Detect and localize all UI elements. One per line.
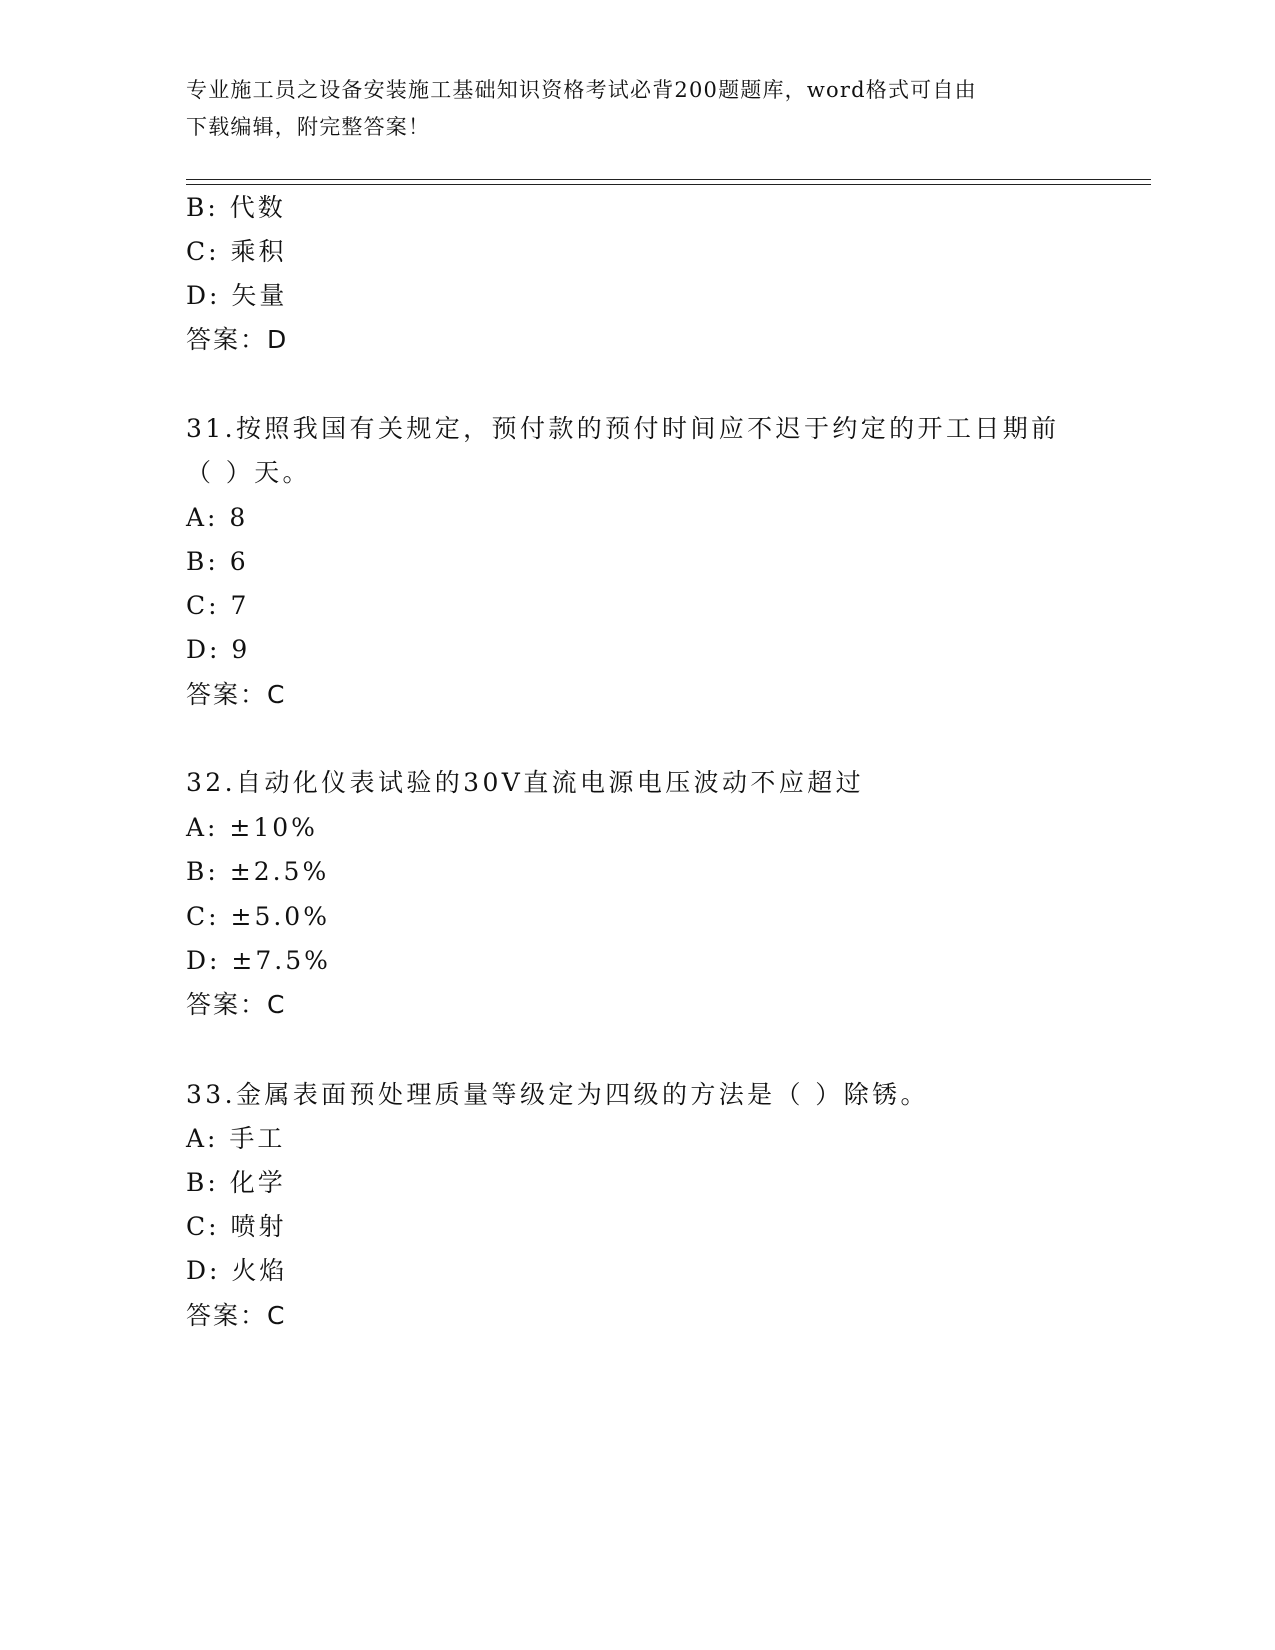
question-31-option-a: A: 8 xyxy=(186,503,249,532)
question-31-stem: 31.按照我国有关规定，预付款的预付时间应不迟于约定的开工日期前 xyxy=(186,414,1060,443)
question-31-option-b: B: 6 xyxy=(186,547,249,576)
question-32-option-d: D: ±7.5% xyxy=(186,946,331,975)
answer-line: 答案：D xyxy=(186,325,289,354)
document-header xyxy=(186,72,1066,146)
question-32-answer: 答案：C xyxy=(186,990,287,1019)
header-line-1: 专业施工员之设备安装施工基础知识资格考试必背200题题库，word格式可自由 xyxy=(186,78,977,102)
question-31-stem-cont: （ ）天。 xyxy=(186,458,311,487)
question-33-answer: 答案：C xyxy=(186,1301,287,1330)
header-line-2: 下载编辑，附完整答案！ xyxy=(186,115,431,139)
option-b: B: 代数 xyxy=(186,193,286,222)
question-32-option-b: B: ±2.5% xyxy=(186,857,330,886)
header-divider-bottom xyxy=(186,184,1151,185)
question-33-stem: 33.金属表面预处理质量等级定为四级的方法是（ ）除锈。 xyxy=(186,1080,929,1109)
option-d: D: 矢量 xyxy=(186,281,288,310)
question-33-option-b: B: 化学 xyxy=(186,1168,286,1197)
question-31-option-d: D: 9 xyxy=(186,635,251,664)
question-32-option-a: A: ±10% xyxy=(186,813,318,842)
question-31-option-c: C: 7 xyxy=(186,591,250,620)
header-divider-top xyxy=(186,179,1151,180)
question-33-option-d: D: 火焰 xyxy=(186,1256,288,1285)
question-33-option-c: C: 喷射 xyxy=(186,1212,287,1241)
question-31-answer: 答案：C xyxy=(186,680,287,709)
question-33-option-a: A: 手工 xyxy=(186,1124,286,1153)
question-32-stem: 32.自动化仪表试验的30V直流电源电压波动不应超过 xyxy=(186,768,865,797)
question-32-option-c: C: ±5.0% xyxy=(186,902,330,931)
option-c: C: 乘积 xyxy=(186,237,287,266)
